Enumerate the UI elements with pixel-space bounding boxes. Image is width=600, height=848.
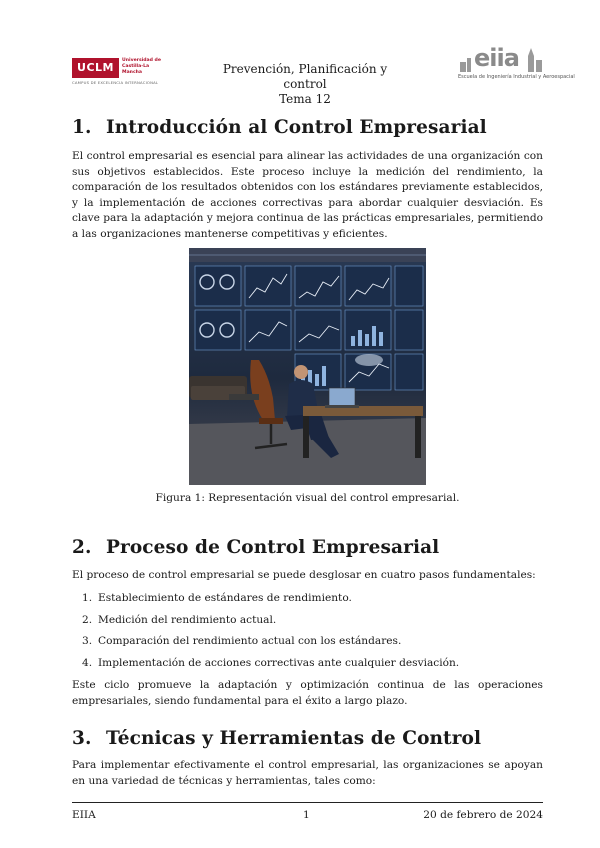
list-item-number: 1. — [82, 592, 93, 604]
section-3-number: 3. — [72, 728, 92, 749]
eiia-logo-word: eiia — [474, 44, 519, 72]
section-2-intro: El proceso de control empresarial se puede desglosar en cuatro pasos fundamentales: — [72, 569, 536, 581]
list-item-number: 4. — [82, 656, 93, 669]
list-item — [72, 613, 543, 635]
running-header — [200, 62, 410, 107]
section-3-title: Técnicas y Herramientas de Control — [106, 728, 482, 749]
section-1-number: 1. — [72, 117, 92, 138]
section-2-heading — [72, 537, 439, 558]
list-item-text: Establecimiento de estándares de rendimiento. — [98, 592, 352, 604]
header-subtitle: Tema 12 — [279, 92, 331, 106]
section-2-closing: Este ciclo promueve la adaptación y optimización continua de las operaciones empresariales, siendo fundamental para el éxito a largo plazo. — [72, 679, 543, 707]
section-3-intro: Para implementar efectivamente el control empresarial, las organizaciones se apoyan en una variedad de técnicas y herramientas, tales como: — [72, 759, 543, 787]
list-item — [72, 656, 543, 678]
header-title: Prevención, Planificación y control — [222, 62, 388, 91]
section-1-paragraph: El control empresarial es esencial para alinear las actividades de una organización con sus objetivos establecidos. Este proceso incluye la medición del rendimiento, la comparación de los resultados obtenidos con los estándares previamente establecidos, y la implementación de acciones correctivas para abordar cualquier desviación. Es clave para la adaptación y mejora continua de las prácticas empresariales, permitiendo a las organizaciones mantenerse competitivas y eficientes. — [72, 150, 543, 240]
list-item — [72, 591, 543, 613]
footer-rule — [72, 802, 543, 803]
section-3-heading — [72, 728, 481, 749]
section-1-heading — [72, 117, 487, 138]
list-item-text: Medición del rendimiento actual. — [98, 613, 277, 626]
list-item-text: Comparación del rendimiento actual con los estándares. — [98, 635, 402, 648]
footer-left: EIIA — [72, 809, 96, 821]
uclm-logo-mark: UCLM — [72, 58, 119, 78]
figure-1-caption: Figura 1: Representación visual del control empresarial. — [155, 492, 460, 504]
footer-date: 20 de febrero de 2024 — [423, 809, 543, 821]
uclm-logo-subtext: CAMPUS DE EXCELENCIA INTERNACIONAL — [72, 80, 159, 85]
eiia-logo-tagline: Escuela de Ingeniería Industrial y Aeroespacial — [458, 74, 575, 80]
page-number: 1 — [303, 809, 310, 821]
uclm-logo-line-1: Universidad de — [122, 58, 161, 63]
list-item-number: 3. — [82, 635, 93, 648]
uclm-logo — [72, 52, 170, 88]
control-dashboard-illustration — [189, 248, 426, 485]
control-steps-list — [72, 591, 543, 677]
section-1-title: Introducción al Control Empresarial — [106, 117, 487, 138]
list-item-number: 2. — [82, 613, 93, 626]
list-item-text: Implementación de acciones correctivas ante cualquier desviación. — [98, 656, 460, 669]
list-item — [72, 634, 543, 656]
uclm-logo-line-2: Castilla-La Mancha — [122, 64, 150, 75]
section-2-title: Proceso de Control Empresarial — [106, 537, 440, 558]
section-2-number: 2. — [72, 537, 92, 558]
eiia-logo — [458, 44, 575, 88]
